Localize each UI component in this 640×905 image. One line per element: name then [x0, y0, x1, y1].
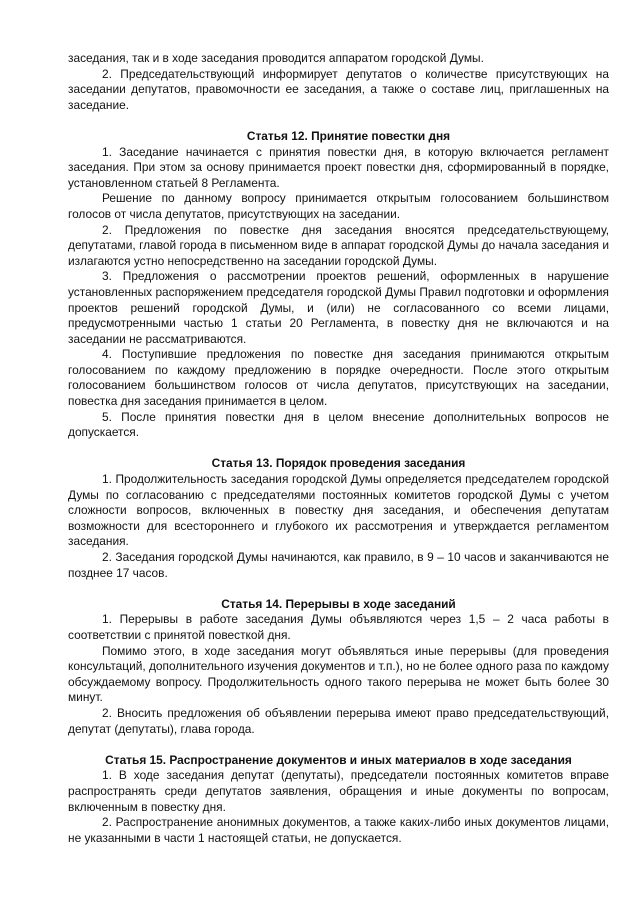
article-12-para-2: Решение по данному вопросу принимается открытым голосованием большинством голосов от числа депутатов, присутствующих на заседании.: [68, 191, 609, 221]
article-12-para-1: 1. Заседание начинается с принятия повестки дня, в которую включается регламент заседания. При этом за основу принимается проект повестки дня, сформированный в порядке, установленном статьей 8 Регламента.: [68, 144, 609, 190]
article-14-para-1: 1. Перерывы в работе заседания Думы объявляются через 1,5 – 2 часа работы в соответствии с принятой повесткой дня.: [68, 612, 609, 642]
article-12-para-4: 3. Предложения о рассмотрении проектов решений, оформленных в нарушение установленных распоряжением председателя городской Думы Правил подготовки и оформления проектов решений городской Думы, и (или) не согласованного со всеми лицами, предусмотренными частью 1 статьи 20 Регламента, в повестку дня не включаются и на заседании не рассматриваются.: [68, 269, 609, 346]
document-page: [68, 51, 609, 846]
article-12-para-3: 2. Предложения по повестке дня заседания вносятся председательствующему, депутатами, главой города в письменном виде в аппарат городской Думы до начала заседания и излагаются устно непосредственно на заседании городской Думы.: [68, 222, 609, 268]
article-15-para-1: 1. В ходе заседания депутат (депутаты), председатели постоянных комитетов вправе распространять среди депутатов заявления, обращения и иные документы по вопросам, включенным в повестку дня.: [68, 768, 609, 814]
article-15-para-2: 2. Распространение анонимных документов, а также каких-либо иных документов лицами, не указанными в части 1 настоящей статьи, не допускается.: [68, 815, 609, 845]
article-13-title: Статья 13. Порядок проведения заседания: [211, 456, 466, 471]
article-13-para-1: 1. Продолжительность заседания городской Думы определяется председателем городской Думы по согласованию с председателями постоянных комитетов городской Думы с учетом сложности вопросов, включенных в повестку дня заседания, и обеспечения депутатам возможности для всестороннего и глубокого их рассмотрения и утверждается регламентом заседания.: [68, 472, 609, 549]
article-12-para-5: 4. Поступившие предложения по повестке дня заседания принимаются открытым голосованием по каждому предложению в порядке очередности. После этого открытым голосованием большинством голосов от числа депутатов, присутствующих на заседании, повестка дня заседания принимается в целом.: [68, 347, 609, 409]
article-12-para-6: 5. После принятия повестки дня в целом внесение дополнительных вопросов не допускается.: [68, 409, 609, 440]
article-14-para-3: 2. Вносить предложения об объявлении перерыва имеют право председательствующий, депутат (депутаты), глава города.: [68, 705, 609, 736]
intro-paragraph-2: 2. Председательствующий информирует депутатов о количестве присутствующих на заседании депутатов, правомочности ее заседания, а также о составе лиц, приглашенных на заседание.: [68, 66, 609, 112]
article-13-para-2: 2. Заседания городской Думы начинаются, как правило, в 9 – 10 часов и заканчиваются не позднее 17 часов.: [68, 550, 609, 580]
article-15-title: Статья 15. Распространение документов и иных материалов в ходе заседания: [105, 752, 572, 767]
intro-continuation: заседания, так и в ходе заседания проводится аппаратом городской Думы.: [68, 51, 484, 65]
article-12-title: Статья 12. Принятие повестки дня: [246, 128, 451, 143]
article-14-title: Статья 14. Перерывы в ходе заседаний: [221, 596, 456, 611]
article-14-para-2: Помимо этого, в ходе заседания могут объявляться иные перерывы (для проведения консультаций, дополнительного изучения документов и т.п.), но не более одного раза по каждому обсуждаемому вопросу. Продолжительность одного такого перерыва не может быть более 30 минут.: [68, 643, 609, 705]
